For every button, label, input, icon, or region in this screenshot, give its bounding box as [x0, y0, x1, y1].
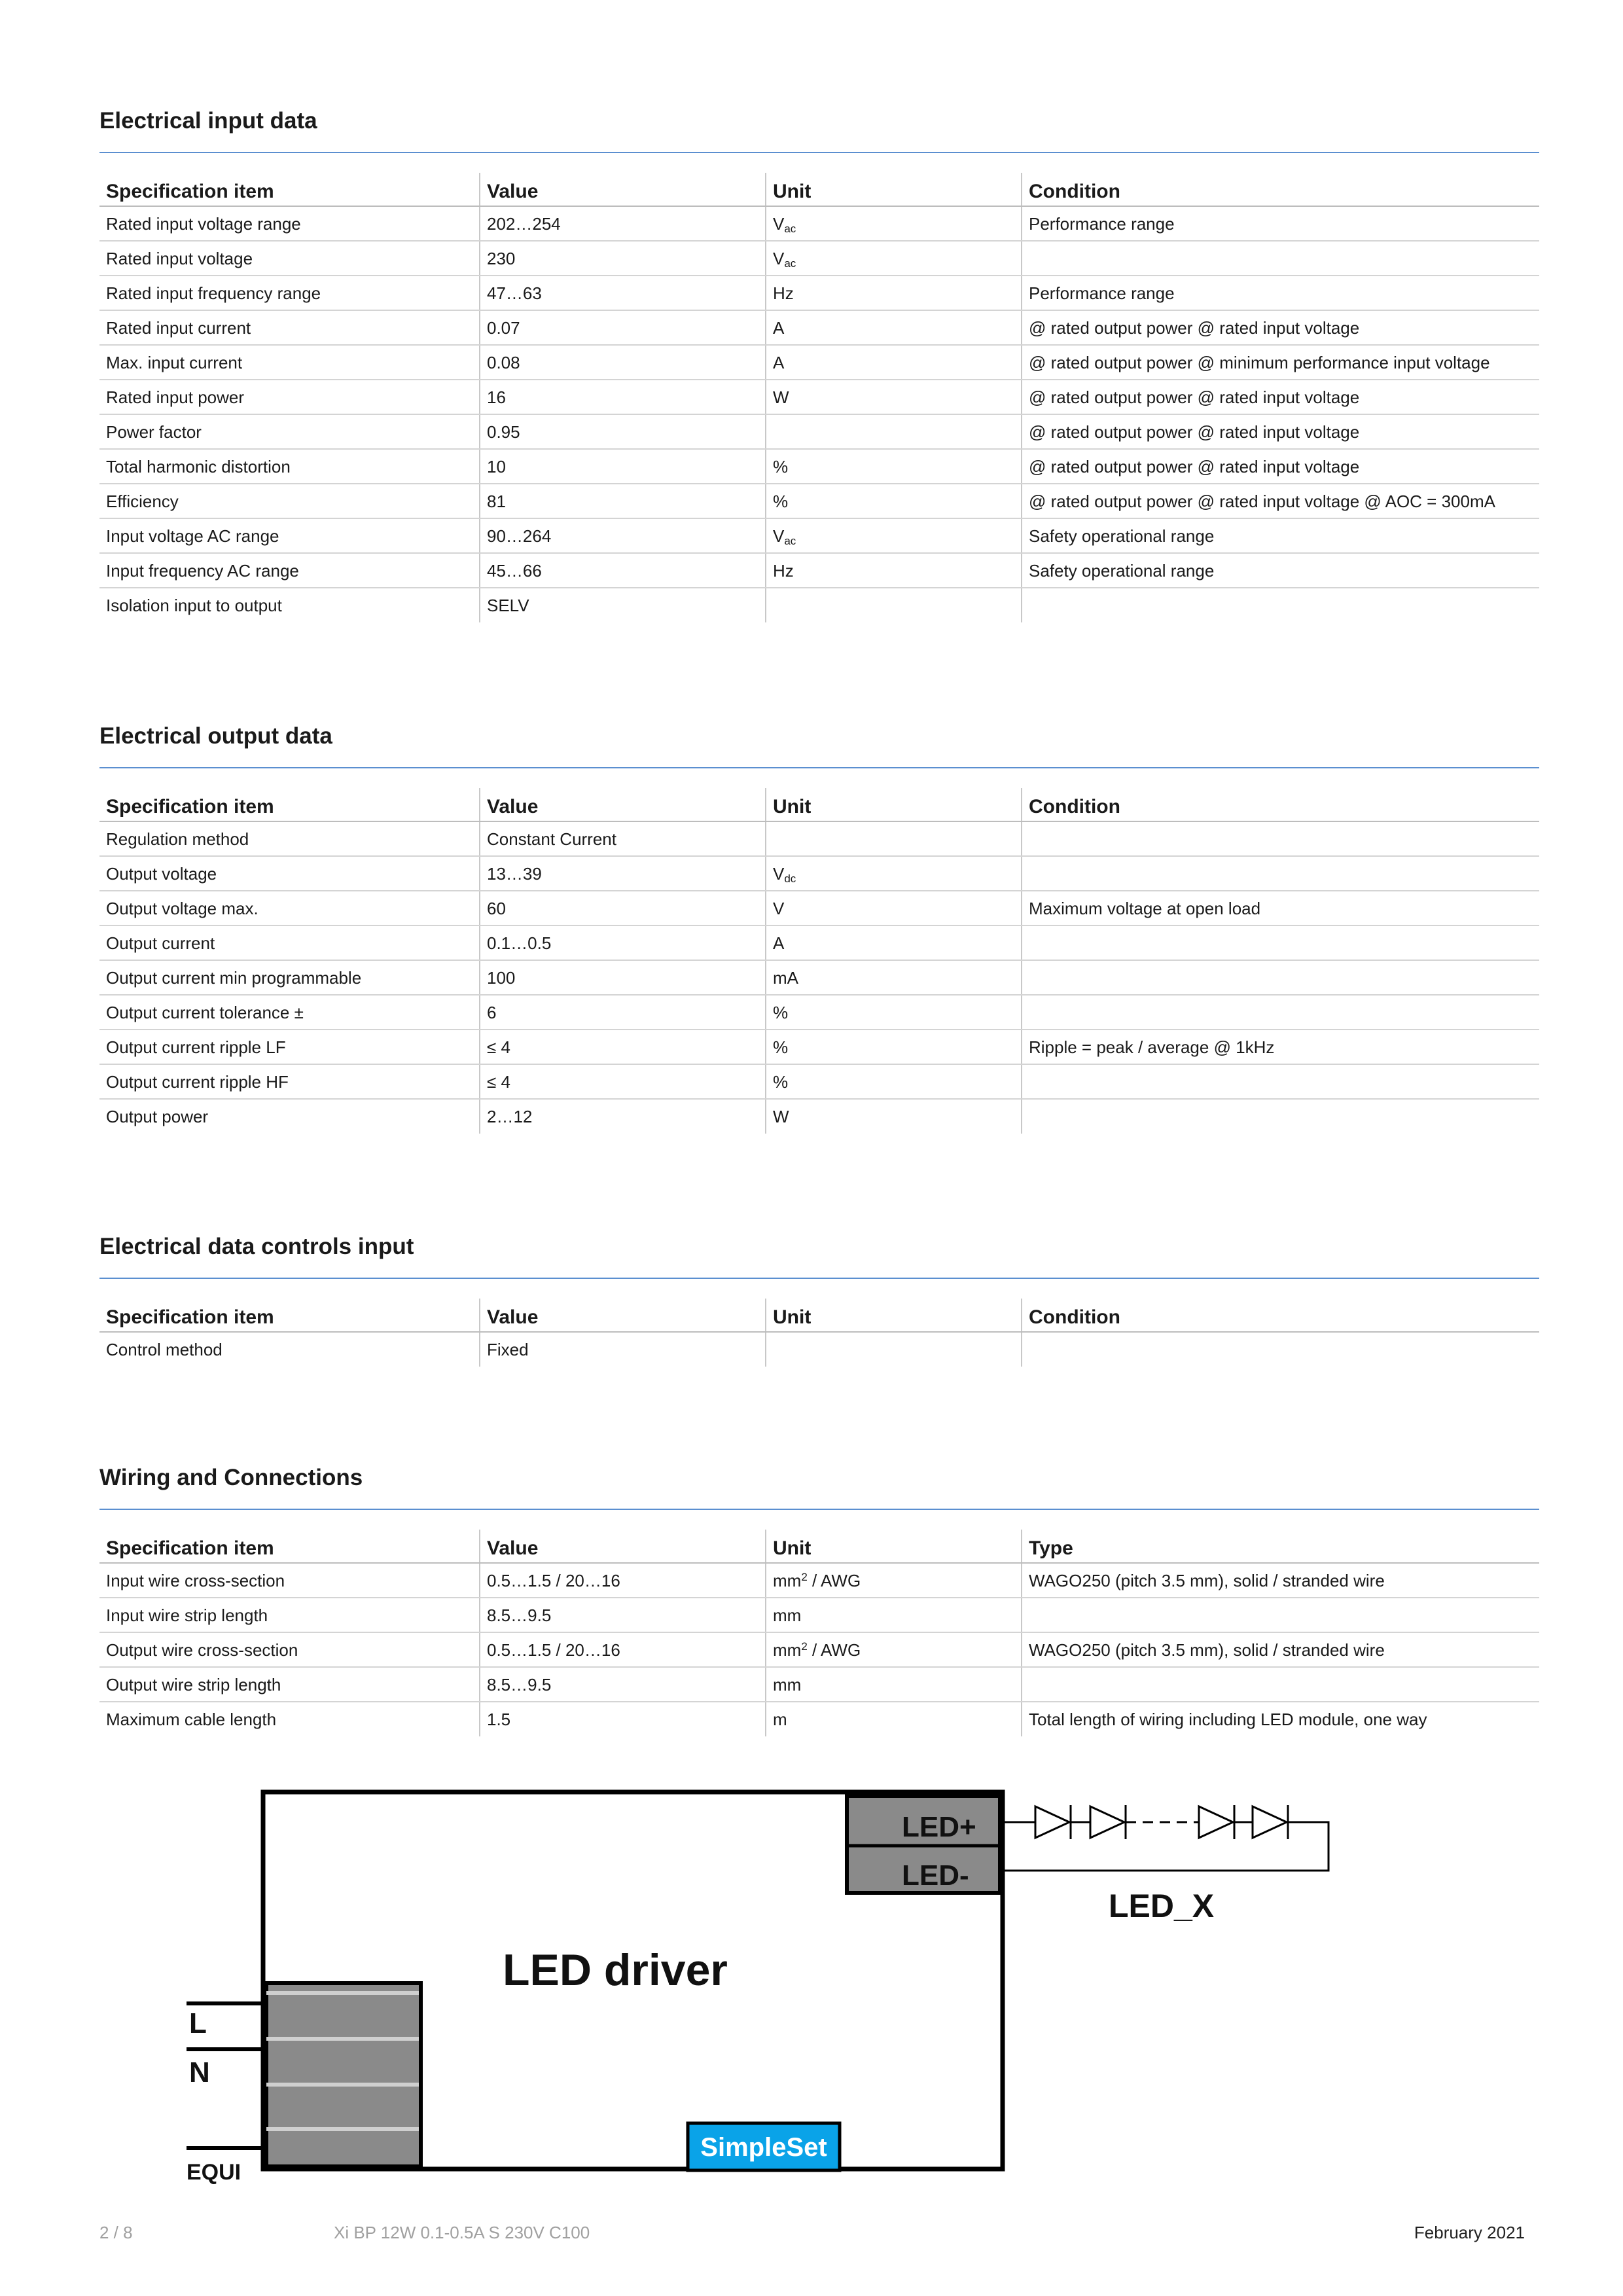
spec-item-cell: Rated input frequency range: [99, 276, 480, 310]
value-cell: ≤ 4: [480, 1030, 766, 1064]
terminal-l-label: L: [189, 2007, 207, 2039]
spec-item-cell: Output current: [99, 925, 480, 960]
value-cell: 90…264: [480, 518, 766, 553]
unit-text: mm: [773, 1640, 802, 1660]
unit-subscript: ac: [784, 534, 796, 547]
column-header-value: Value: [480, 1530, 766, 1563]
unit-text: V: [773, 213, 785, 234]
spec-item-cell: Output wire cross-section: [99, 1632, 480, 1667]
column-header-value: Value: [480, 1299, 766, 1332]
spec-item-cell: Output voltage max.: [99, 891, 480, 925]
spec-item-cell: Output power: [106, 1107, 209, 1126]
unit-text: A: [773, 933, 785, 953]
unit-text: V: [773, 526, 785, 546]
unit-text: %: [773, 1002, 789, 1022]
spec-item-cell: Output current min programmable: [99, 960, 480, 995]
value-cell: 6: [480, 995, 766, 1030]
spec-item-cell: Total harmonic distortion: [99, 449, 480, 484]
led-minus-label: LED-: [902, 1859, 969, 1892]
unit-text: %: [773, 1037, 789, 1057]
driver-label: LED driver: [503, 1945, 728, 1995]
condition-cell: Safety operational range: [1022, 518, 1539, 553]
column-header-condition: Condition: [1022, 788, 1539, 821]
spec-item-cell: Output current ripple HF: [99, 1064, 480, 1099]
spec-item-cell: Max. input current: [99, 345, 480, 380]
spec-item-cell: Isolation input to output: [106, 596, 282, 615]
condition-cell: Safety operational range: [1022, 553, 1539, 588]
value-cell: 0.5…1.5 / 20…16: [480, 1563, 766, 1598]
condition-cell: @ rated output power @ rated input voltage: [1022, 310, 1539, 345]
condition-cell: @ rated output power @ rated input voltage: [1022, 414, 1539, 449]
value-cell: 13…39: [480, 856, 766, 891]
unit-text: %: [773, 1071, 789, 1092]
condition-cell: @ rated output power @ rated input voltage: [1022, 449, 1539, 484]
unit-subscript: dc: [784, 872, 796, 885]
value-cell: 47…63: [480, 276, 766, 310]
column-header-value: Value: [480, 788, 766, 821]
spec-item-cell: Input frequency AC range: [99, 553, 480, 588]
value-cell: 230: [480, 241, 766, 276]
unit-text: m: [773, 1710, 787, 1729]
unit-subscript: ac: [784, 257, 796, 270]
unit-text: Hz: [773, 560, 794, 581]
spec-item-cell: Rated input voltage range: [99, 206, 480, 241]
condition-cell: @ rated output power @ minimum performance input voltage: [1022, 345, 1539, 380]
value-cell: 0.1…0.5: [480, 925, 766, 960]
simpleset-label: SimpleSet: [700, 2133, 827, 2162]
led-diode-icon: [1035, 1805, 1071, 1839]
led-string: [1000, 1805, 1329, 1871]
column-header-unit: Unit: [766, 173, 1022, 206]
spec-item-cell: Rated input voltage: [99, 241, 480, 276]
value-cell: SELV: [480, 588, 766, 622]
value-cell: Fixed: [480, 1332, 766, 1367]
unit-text: V: [773, 898, 785, 918]
condition-cell: @ rated output power @ rated input voltage: [1022, 380, 1539, 414]
footer-page-number: 2 / 8: [99, 2223, 133, 2242]
value-cell: 16: [480, 380, 766, 414]
value-cell: 1.5: [480, 1702, 766, 1736]
column-header-value: Value: [480, 173, 766, 206]
spec-item-cell: Efficiency: [99, 484, 480, 518]
value-cell: 2…12: [480, 1099, 766, 1134]
spec-item-cell: Control method: [106, 1340, 223, 1359]
spec-item-cell: Input wire strip length: [99, 1598, 480, 1632]
spec-item-cell: Input voltage AC range: [99, 518, 480, 553]
section-title: Electrical output data: [99, 723, 332, 749]
section-title: Wiring and Connections: [99, 1465, 363, 1490]
unit-text: Hz: [773, 283, 794, 303]
footer-product-name: Xi BP 12W 0.1-0.5A S 230V C100: [334, 2223, 590, 2242]
spec-item-cell: Rated input power: [99, 380, 480, 414]
column-header-unit: Unit: [766, 788, 1022, 821]
unit-superscript: 2: [801, 1640, 808, 1653]
unit-text: mA: [773, 967, 798, 988]
value-cell: 45…66: [480, 553, 766, 588]
condition-cell: Ripple = peak / average @ 1kHz: [1022, 1030, 1539, 1064]
unit-suffix: / AWG: [807, 1640, 861, 1660]
unit-text: mm: [773, 1674, 802, 1695]
column-header-unit: Unit: [766, 1299, 1022, 1332]
value-cell: 8.5…9.5: [480, 1598, 766, 1632]
condition-cell: @ rated output power @ rated input voltage @ AOC = 300mA: [1022, 484, 1539, 518]
unit-subscript: ac: [784, 222, 796, 235]
value-cell: 0.07: [480, 310, 766, 345]
unit-text: mm: [773, 1605, 802, 1625]
column-header-spec-item: Specification item: [99, 1299, 480, 1332]
condition-cell: Performance range: [1022, 276, 1539, 310]
column-header-unit: Unit: [766, 1530, 1022, 1563]
unit-text: V: [773, 248, 785, 268]
value-cell: 0.95: [480, 414, 766, 449]
column-header-condition: Condition: [1022, 1299, 1539, 1332]
unit-suffix: / AWG: [807, 1570, 861, 1590]
column-header-spec-item: Specification item: [99, 788, 480, 821]
spec-item-cell: Output wire strip length: [99, 1667, 480, 1702]
spec-item-cell: Input wire cross-section: [99, 1563, 480, 1598]
column-header-condition: Condition: [1022, 173, 1539, 206]
section-title: Electrical input data: [99, 108, 317, 134]
unit-text: W: [773, 1107, 789, 1126]
spec-item-cell: Rated input current: [99, 310, 480, 345]
column-header-spec-item: Specification item: [99, 1530, 480, 1563]
value-cell: 0.5…1.5 / 20…16: [480, 1632, 766, 1667]
value-cell: ≤ 4: [480, 1064, 766, 1099]
unit-text: W: [773, 387, 789, 407]
unit-text: %: [773, 456, 789, 476]
value-cell: 100: [480, 960, 766, 995]
unit-text: A: [773, 317, 785, 338]
column-header-spec-item: Specification item: [99, 173, 480, 206]
input-terminal-block: [266, 1983, 421, 2166]
condition-cell: Performance range: [1022, 206, 1539, 241]
led-diode-icon: [1253, 1805, 1288, 1839]
condition-cell: WAGO250 (pitch 3.5 mm), solid / stranded wire: [1022, 1563, 1539, 1598]
column-header-type: Type: [1022, 1530, 1539, 1563]
unit-superscript: 2: [801, 1570, 808, 1583]
value-cell: 0.08: [480, 345, 766, 380]
unit-text: A: [773, 352, 785, 372]
led-string-label: LED_X: [1109, 1888, 1215, 1924]
value-cell: Constant Current: [480, 821, 766, 856]
led-diode-icon: [1090, 1805, 1126, 1839]
spec-item-cell: Output current tolerance ±: [99, 995, 480, 1030]
spec-item-cell: Output voltage: [99, 856, 480, 891]
led-diode-icon: [1199, 1805, 1234, 1839]
terminal-n-label: N: [189, 2056, 210, 2089]
section-title: Electrical data controls input: [99, 1234, 414, 1259]
condition-cell: WAGO250 (pitch 3.5 mm), solid / stranded wire: [1022, 1632, 1539, 1667]
footer-date: February 2021: [1414, 2223, 1525, 2242]
unit-text: V: [773, 863, 785, 884]
spec-item-cell: Regulation method: [99, 821, 480, 856]
value-cell: 60: [480, 891, 766, 925]
terminal-equi-label: EQUI: [187, 2160, 241, 2185]
value-cell: 8.5…9.5: [480, 1667, 766, 1702]
condition-cell: Total length of wiring including LED module, one way: [1022, 1702, 1539, 1736]
unit-text: mm: [773, 1570, 802, 1590]
value-cell: 81: [480, 484, 766, 518]
spec-item-cell: Maximum cable length: [106, 1710, 277, 1729]
condition-cell: Maximum voltage at open load: [1022, 891, 1539, 925]
unit-text: %: [773, 491, 789, 511]
spec-item-cell: Output current ripple LF: [99, 1030, 480, 1064]
spec-item-cell: Power factor: [99, 414, 480, 449]
led-plus-label: LED+: [902, 1811, 976, 1843]
value-cell: 10: [480, 449, 766, 484]
value-cell: 202…254: [480, 206, 766, 241]
